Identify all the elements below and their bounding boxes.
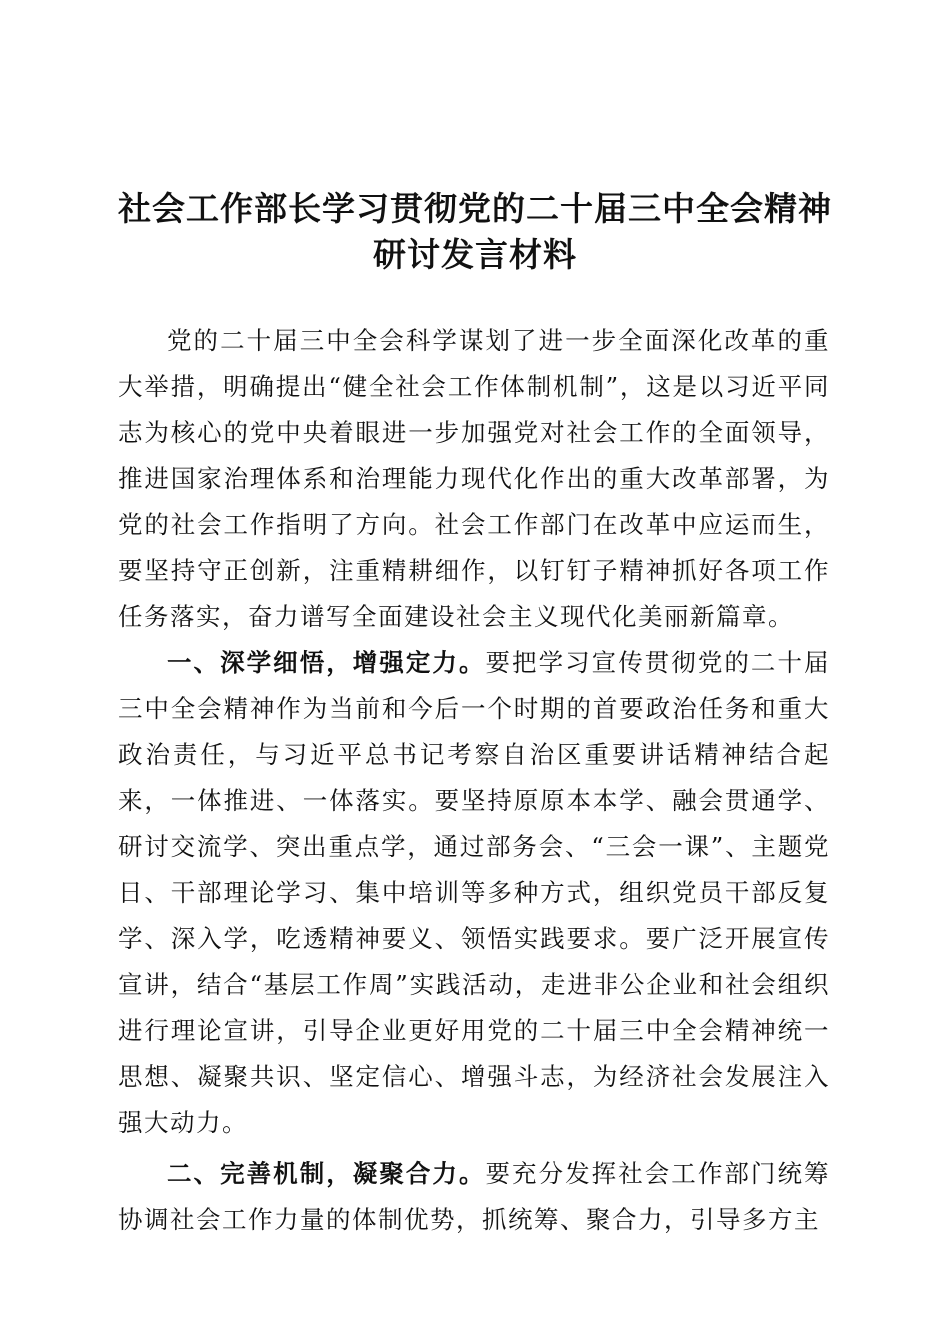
document-title: 社会工作部长学习贯彻党的二十届三中全会精神研讨发言材料 [118, 189, 832, 274]
section-heading-1: 一、深学细悟，增强定力。 [167, 648, 486, 677]
section-paragraph-2 [118, 1151, 830, 1243]
intro-paragraph: 党的二十届三中全会科学谋划了进一步全面深化改革的重大举措，明确提出“健全社会工作体制机制”，这是以习近平同志为核心的党中央着眼进一步加强党对社会工作的全面领导，推进国家治理体系和治理能力现代化作出的重大改革部署，为党的社会工作指明了方向。社会工作部门在改革中应运而生，要坚持守正创新，注重精耕细作，以钉钉子精神抓好各项工作任务落实，奋力谱写全面建设社会主义现代化美丽新篇章。 [118, 326, 830, 631]
document-body [118, 318, 830, 1243]
section-heading-2: 二、完善机制，凝聚合力。 [167, 1159, 486, 1188]
section-text-1: 要把学习宣传贯彻党的二十届三中全会精神作为当前和今后一个时期的首要政治任务和重大政治责任，与习近平总书记考察自治区重要讲话精神结合起来，一体推进、一体落实。要坚持原原本本学、融会贯通学、研讨交流学、突出重点学，通过部务会、“三会一课”、主题党日、干部理论学习、集中培训等多种方式，组织党员干部反复学、深入学，吃透精神要义、领悟实践要求。要广泛开展宣传宣讲，结合“基层工作周”实践活动，走进非公企业和社会组织进行理论宣讲，引导企业更好用党的二十届三中全会精神统一思想、凝聚共识、坚定信心、增强斗志，为经济社会发展注入强大动力。 [118, 648, 830, 1137]
section-text-2: 要充分发挥社会工作部门统筹协调社会工作力量的体制优势，抓统筹、聚合力，引导多方主 [118, 1159, 830, 1234]
section-paragraph-1 [118, 640, 830, 1146]
